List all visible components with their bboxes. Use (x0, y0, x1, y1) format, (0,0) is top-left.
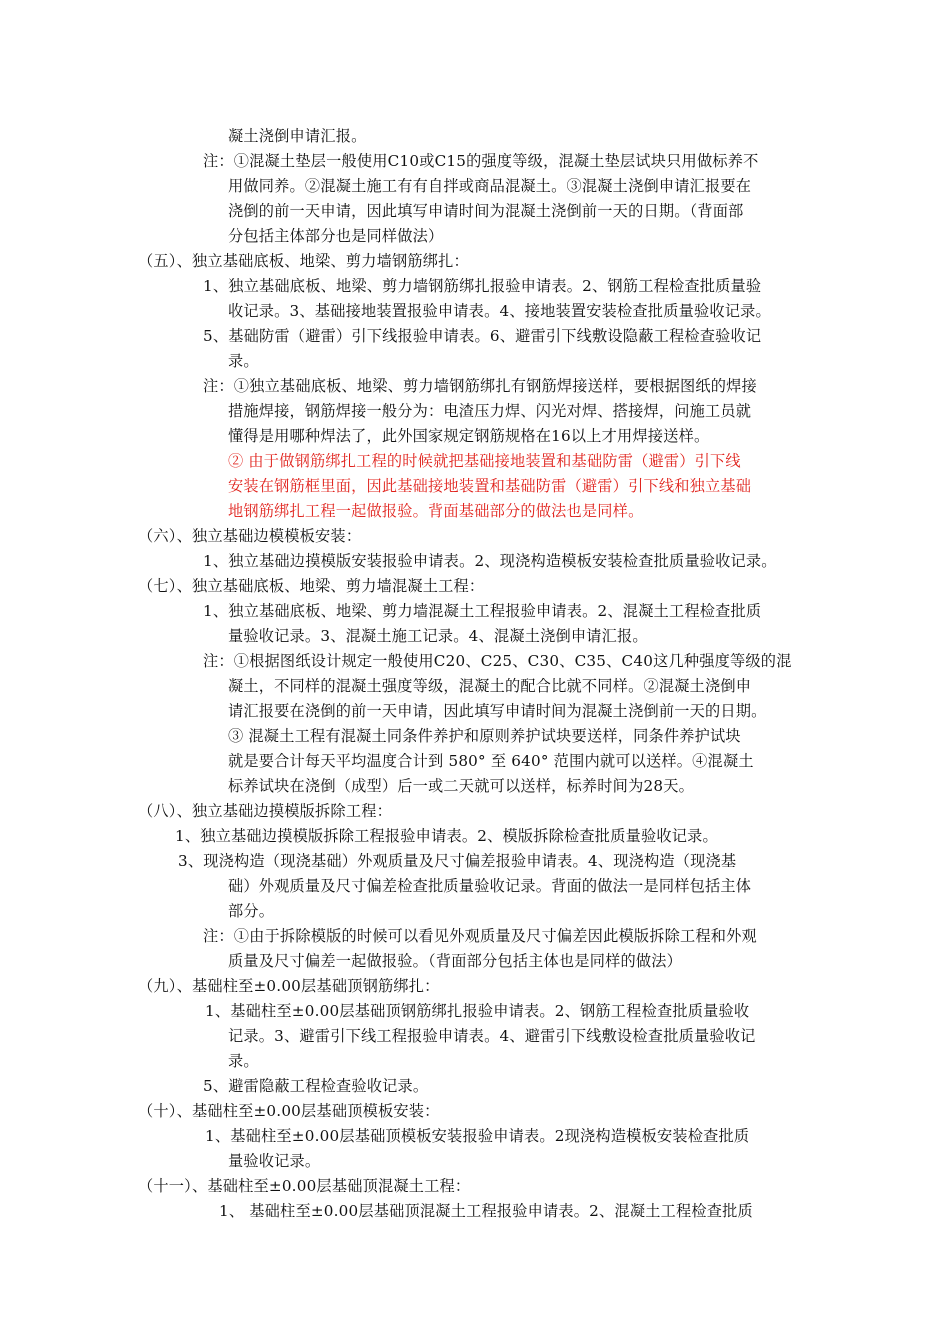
section-heading-6: （六）、独立基础边模模板安装： (138, 527, 362, 545)
text-line: 凝土浇倒申请汇报。 (228, 127, 367, 145)
text-line: 就是要合计每天平均温度合计到 580° 至 640° 范围内就可以送样。④混凝土 (228, 752, 754, 770)
list-item: 1、独立基础底板、地梁、剪力墙混凝土工程报验申请表。2、混凝土工程检查批质 (203, 602, 762, 620)
text-line: 收记录。3、基础接地装置报验申请表。4、接地装置安装检查批质量验收记录。 (228, 302, 771, 320)
text-line: 凝土，不同样的混凝土强度等级，混凝土的配合比就不同样。②混凝土浇倒申 (228, 677, 752, 695)
section-heading-11: （十一）、基础柱至±0.00层基础顶混凝土工程： (138, 1177, 471, 1195)
highlighted-note-line: 安装在钢筋框里面，因此基础接地装置和基础防雷（避雷）引下线和独立基础 (228, 477, 752, 495)
text-line: 请汇报要在浇倒的前一天申请，因此填写申请时间为混凝土浇倒前一天的日期。 (228, 702, 767, 720)
section-heading-7: （七）、独立基础底板、地梁、剪力墙混凝土工程： (138, 577, 485, 595)
text-line: 量验收记录。3、混凝土施工记录。4、混凝土浇倒申请汇报。 (228, 627, 648, 645)
list-item: 5、基础防雷（避雷）引下线报验申请表。6、避雷引下线敷设隐蔽工程检查验收记 (203, 327, 762, 345)
highlighted-note-line: ② 由于做钢筋绑扎工程的时候就把基础接地装置和基础防雷（避雷）引下线 (228, 452, 741, 470)
section-heading-5: （五）、独立基础底板、地梁、剪力墙钢筋绑扎： (138, 252, 469, 270)
note-line: 注：①根据图纸设计规定一般使用C20、C25、C30、C35、C40这几种强度等级的混 (203, 652, 792, 670)
text-line: 分包括主体部分也是同样做法） (228, 227, 444, 245)
highlighted-note-line: 地钢筋绑扎工程一起做报验。背面基础部分的做法也是同样。 (228, 502, 644, 520)
list-item: 5、避雷隐蔽工程检查验收记录。 (203, 1077, 429, 1095)
note-line: 注：①混凝土垫层一般使用C10或C15的强度等级，混凝土垫层试块只用做标养不 (203, 152, 759, 170)
text-line: 质量及尺寸偏差一起做报验。（背面部分包括主体也是同样的做法） (228, 952, 683, 970)
text-line: 用做同养。②混凝土施工有有自拌或商品混凝土。③混凝土浇倒申请汇报要在 (228, 177, 752, 195)
text-line: 措施焊接，钢筋焊接一般分为：电渣压力焊、闪光对焊、搭接焊，问施工员就 (228, 402, 752, 420)
text-line: 础）外观质量及尺寸偏差检查批质量验收记录。背面的做法一是同样包括主体 (228, 877, 752, 895)
list-item: 1、独立基础边摸模版安装报验申请表。2、现浇构造模板安装检查批质量验收记录。 (203, 552, 777, 570)
section-heading-8: （八）、独立基础边摸模版拆除工程： (138, 802, 392, 820)
list-item: 1、基础柱至±0.00层基础顶钢筋绑扎报验申请表。2、钢筋工程检查批质量验收 (205, 1002, 750, 1020)
list-item: 1、 基础柱至±0.00层基础顶混凝土工程报验申请表。2、混凝土工程检查批质 (219, 1202, 753, 1220)
text-line: 懂得是用哪种焊法了，此外国家规定钢筋规格在16以上才用焊接送样。 (228, 427, 710, 445)
list-item: 1、基础柱至±0.00层基础顶模板安装报验申请表。2现浇构造模板安装检查批质 (205, 1127, 750, 1145)
text-line: 录。 (228, 1052, 259, 1070)
text-line: 标养试块在浇倒（成型）后一或二天就可以送样，标养时间为28天。 (228, 777, 694, 795)
text-line: 部分。 (228, 902, 275, 920)
text-line: ③ 混凝土工程有混凝土同条件养护和原则养护试块要送样，同条件养护试块 (228, 727, 741, 745)
text-line: 记录。3、避雷引下线工程报验申请表。4、避雷引下线敷设检查批质量验收记 (228, 1027, 756, 1045)
list-item: 3、现浇构造（现浇基础）外观质量及尺寸偏差报验申请表。4、现浇构造（现浇基 (178, 852, 737, 870)
note-line: 注：①由于拆除模版的时候可以看见外观质量及尺寸偏差因此模版拆除工程和外观 (203, 927, 757, 945)
text-line: 量验收记录。 (228, 1152, 321, 1170)
note-line: 注：①独立基础底板、地梁、剪力墙钢筋绑扎有钢筋焊接送样，要根据图纸的焊接 (203, 377, 757, 395)
text-line: 浇倒的前一天申请，因此填写申请时间为混凝土浇倒前一天的日期。（背面部 (228, 202, 744, 220)
section-heading-10: （十）、基础柱至±0.00层基础顶模板安装： (138, 1102, 440, 1120)
text-line: 录。 (228, 352, 259, 370)
list-item: 1、独立基础边摸模版拆除工程报验申请表。2、模版拆除检查批质量验收记录。 (175, 827, 718, 845)
list-item: 1、独立基础底板、地梁、剪力墙钢筋绑扎报验申请表。2、钢筋工程检查批质量验 (203, 277, 762, 295)
section-heading-9: （九）、基础柱至±0.00层基础顶钢筋绑扎： (138, 977, 440, 995)
